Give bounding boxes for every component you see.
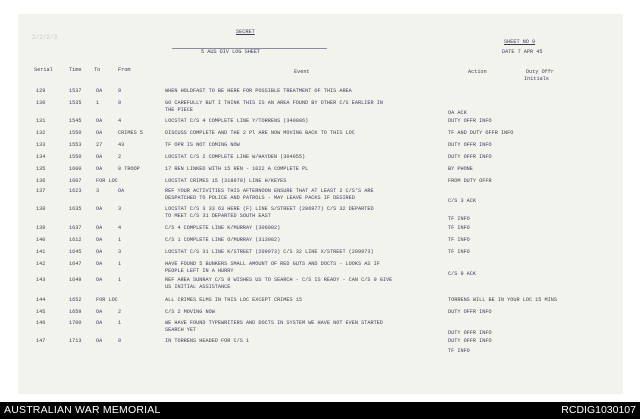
serial-cell: 137 (36, 188, 46, 194)
from-cell: 1 (118, 237, 122, 243)
action-cell: DUTY OFFR INFO (448, 338, 492, 344)
action-cell: DUTY OFFR INFO (448, 142, 492, 148)
serial-cell: 138 (36, 206, 46, 212)
event-cell: TF OPR IS NOT COMING NOW (165, 142, 240, 148)
time-cell: 1550 (69, 130, 82, 136)
table-row (18, 130, 623, 138)
table-row (18, 188, 623, 204)
event-cell: REF YOUR ACTIVITIES THIS AFTERNOON ENSURE THAT AT LEAST 2 C/S'S ARE (165, 188, 374, 194)
action-cell: BY PHONE (448, 166, 473, 172)
time-cell: 1647 (69, 261, 82, 267)
header-duty-offr: Duty Offr (526, 69, 555, 75)
serial-cell: 140 (36, 237, 46, 243)
from-cell: 4 (118, 118, 122, 124)
time-cell: 1645 (69, 249, 82, 255)
serial-cell: 141 (36, 249, 46, 255)
time-cell: 1713 (69, 338, 82, 344)
to-cell: OA (96, 309, 103, 315)
time-cell: 1623 (69, 188, 82, 194)
serial-cell: 134 (36, 154, 46, 160)
to-cell: 1 (96, 100, 100, 106)
to-cell: OA (96, 225, 103, 231)
to-cell: 27 (96, 142, 103, 148)
to-cell: 3 (96, 188, 100, 194)
serial-cell: 136 (36, 178, 46, 184)
sheet-title: 5 AUS DIV LOG SHEET (201, 49, 261, 55)
table-row (18, 166, 623, 174)
action-cell: DUTY OFFR INFO (448, 330, 492, 336)
event-cell: DISCUSS COMPLETE AND THE 2 Pl ARE NOW MOVING BACK TO THIS LOC (165, 130, 355, 136)
table-row (18, 178, 623, 186)
table-row (18, 118, 623, 126)
from-cell: 9 (118, 338, 122, 344)
header-from: From (118, 67, 131, 73)
to-cell: OA (96, 261, 103, 267)
from-cell: 3 (118, 249, 122, 255)
table-row (18, 100, 623, 116)
from-cell: 2 (118, 309, 122, 315)
from-cell: 9 (118, 100, 122, 106)
to-cell: FOR LOC (96, 297, 118, 303)
serial-cell: 147 (36, 338, 46, 344)
event-cell: LOCSTAT C/S 3 33 63 HERE (F) LINE S/STREET (206977) C/S 32 DEPARTED (165, 206, 374, 212)
header-initials: Initials (524, 76, 549, 82)
from-cell: 1 (118, 320, 122, 326)
event-cell: SEARCH YET (165, 327, 197, 333)
serial-cell: 146 (36, 320, 46, 326)
header-serial: Serial (34, 67, 53, 73)
action-cell: TF INFO (448, 216, 470, 222)
pencil-mark: 2/2/2/3 (32, 34, 58, 41)
classification: SECRET (236, 29, 255, 35)
from-cell: 1 (118, 261, 122, 267)
serial-cell: 144 (36, 297, 46, 303)
from-cell: 4 (118, 225, 122, 231)
footer-record-id: RCDIG1030107 (561, 404, 636, 416)
serial-cell: 130 (36, 100, 46, 106)
table-row (18, 261, 623, 277)
table-row (18, 277, 623, 290)
action-cell: DUTY OFFR INFO (448, 154, 492, 160)
time-cell: 1607 (69, 178, 82, 184)
time-cell: 1553 (69, 142, 82, 148)
serial-cell: 132 (36, 130, 46, 136)
event-cell: C/S 2 MOVING NOW (165, 309, 215, 315)
action-cell: C/S 9 ACK (448, 271, 477, 277)
table-row (18, 249, 623, 257)
action-cell: OA ACK (448, 110, 467, 116)
action-cell: FROM DUTY OFFR (448, 178, 492, 184)
action-cell: DUTY OFFR INFO (448, 309, 492, 315)
time-cell: 1637 (69, 225, 82, 231)
to-cell: OA (96, 237, 103, 243)
header-action: Action (468, 69, 487, 75)
from-cell: 43 (118, 142, 125, 148)
to-cell: OA (96, 338, 103, 344)
time-cell: 1652 (69, 297, 82, 303)
serial-cell: 133 (36, 142, 46, 148)
header-to: To (94, 67, 101, 73)
log-sheet-page (18, 14, 623, 394)
header-event: Event (294, 69, 310, 75)
table-row (18, 142, 623, 150)
table-row (18, 206, 623, 222)
sheet-date: DATE 7 APR 45 (502, 49, 543, 55)
event-cell: LOCSTAT CRIMES 15 (318979) LINE H/KEYES (165, 178, 287, 184)
serial-cell: 143 (36, 277, 46, 283)
event-cell: LOCSTAT C/S 31 LINE K/STREET (209973) C/S 32 LINE X/STREET (209973) (165, 249, 374, 255)
serial-cell: 131 (36, 118, 46, 124)
event-cell: REF AREA SUNRAY C/S 9 WISHES US TO SEARCH - C/S IS READY - CAN C/S 9 GIVE (165, 277, 393, 283)
footer-source: AUSTRALIAN WAR MEMORIAL (4, 404, 161, 416)
action-cell: TF INFO (448, 237, 470, 243)
action-cell: TORRENS WILL BE IN YOUR LOC 15 MINS (448, 297, 557, 303)
time-cell: 1545 (69, 118, 82, 124)
table-row (18, 88, 623, 96)
time-cell: 1550 (69, 154, 82, 160)
action-cell: TF INFO (448, 249, 470, 255)
event-cell: C/S 1 COMPLETE LINE O/MURRAY (313982) (165, 237, 281, 243)
from-cell: CRIMES 5 (118, 130, 143, 136)
title-underline (172, 48, 327, 49)
time-cell: 1537 (69, 88, 82, 94)
event-cell: C/S 4 COMPLETE LINE K/MURRAY (306002) (165, 225, 281, 231)
event-cell: 17 REN LINKED WITH 15 REN - 1022 A COMPLETE PL (165, 166, 309, 172)
event-cell: ALL CRIMES ELMS IN THIS LOC EXCEPT CRIMES 15 (165, 297, 302, 303)
serial-cell: 139 (36, 225, 46, 231)
table-row (18, 309, 623, 317)
time-cell: 1600 (69, 166, 82, 172)
to-cell: OA (96, 154, 103, 160)
time-cell: 1535 (69, 100, 82, 106)
event-cell: LOCSTAT C/S 4 COMPLETE LINE Y/TORRENS (340006) (165, 118, 309, 124)
event-cell: IN TORRENS HEADED FOR C/S 1 (165, 338, 250, 344)
event-cell: WE HAVE FOUND TYPEWRITERS AND DOCTS IN SYSTEM WE HAVE NOT EVEN STARTED (165, 320, 383, 326)
table-row (18, 297, 623, 305)
to-cell: FOR LOC (96, 178, 118, 184)
from-cell: OA (118, 188, 125, 194)
action-cell: TF INFO (448, 348, 470, 354)
event-cell: GO CAREFULLY BUT I THINK THIS IS AN AREA FOUND BY OTHER C/S EARLIER IN (165, 100, 383, 106)
event-cell: PEOPLE LEFT IN A HURRY (165, 268, 234, 274)
to-cell: OA (96, 118, 103, 124)
event-cell: LOCSTAT C/S 2 COMPLETE LINE W/HAYDEN (304055) (165, 154, 306, 160)
header-time: Time (69, 67, 82, 73)
to-cell: OA (96, 88, 103, 94)
action-cell: TF INFO (448, 225, 470, 231)
event-cell: WHEN HOLDFAST TO BE HERE FOR POSSIBLE TREATMENT OF THIS AREA (165, 88, 352, 94)
event-cell: THE PIECE (165, 107, 194, 113)
sheet-number: SHEET NO 9 (504, 39, 536, 45)
footer-bar (0, 402, 640, 419)
table-row (18, 338, 623, 354)
event-cell: US INITIAL ASSISTANCE (165, 284, 231, 290)
time-cell: 1700 (69, 320, 82, 326)
serial-cell: 129 (36, 88, 46, 94)
action-cell: C/S 3 ACK (448, 198, 477, 204)
to-cell: OA (96, 166, 103, 172)
table-row (18, 320, 623, 336)
to-cell: OA (96, 277, 103, 283)
to-cell: OA (96, 320, 103, 326)
from-cell: 1 (118, 277, 122, 283)
time-cell: 1635 (69, 206, 82, 212)
event-cell: DESPATCHED TO POLICE AND PATROLS - MAY LEAVE PACKS IF DESIRED (165, 195, 355, 201)
to-cell: OA (96, 130, 103, 136)
serial-cell: 142 (36, 261, 46, 267)
to-cell: OA (96, 206, 103, 212)
serial-cell: 145 (36, 309, 46, 315)
serial-cell: 135 (36, 166, 46, 172)
time-cell: 1659 (69, 309, 82, 315)
event-cell: HAVE FOUND 5 BUNKERS SMALL AMOUNT OF RED GUTS AND DOCTS - LOOKS AS IF (165, 261, 380, 267)
to-cell: OA (96, 249, 103, 255)
time-cell: 1612 (69, 237, 82, 243)
from-cell: 3 (118, 206, 122, 212)
action-cell: DUTY OFFR INFO (448, 118, 492, 124)
event-cell: TO MEET C/S 31 DEPARTED SOUTH EAST (165, 213, 271, 219)
from-cell: 0 TROOP (118, 166, 140, 172)
table-row (18, 237, 623, 245)
from-cell: 9 (118, 88, 122, 94)
action-cell: TF AND DUTY OFFR INFO (448, 130, 514, 136)
from-cell: 2 (118, 154, 122, 160)
table-row (18, 225, 623, 233)
time-cell: 1649 (69, 277, 82, 283)
table-row (18, 154, 623, 162)
